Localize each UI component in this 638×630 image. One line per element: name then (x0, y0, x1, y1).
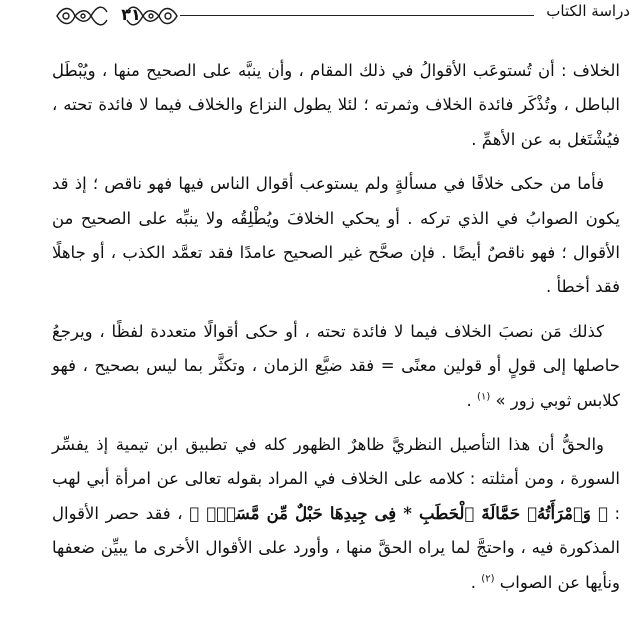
paragraph-4-end: . (470, 572, 477, 592)
footnote-marker-1[interactable]: (١) (477, 391, 491, 403)
paragraph-1-text: الخلاف : أن تُستوعَب الأقوالُ في ذلك المقام ، وأن ينبَّه على الصحيح منها ، ويُبْطَل الباطل ، وتُذْكَر فائدة الخلاف وثمرته ؛ لئلا يطول النزاع والخلاف فيما لا فائدة تحته ، فيُشْتَغل به عن الأهمِّ . (52, 61, 620, 149)
paragraph-3-text: كذلك مَن نصبَ الخلاف فيما لا فائدة تحته ، أو حكى أقوالًا متعددة لفظًا ، ويرجعُ حاصلها إلى قولٍ أو قولين معنًى = فقد ضيَّع الزمان ، وتكثَّر بما ليس بصحيح ، فهو كلابس ثوبي زور » (52, 321, 620, 410)
paragraph-1 (52, 54, 620, 157)
body-text (52, 54, 620, 610)
paragraph-4 (52, 428, 620, 600)
footnote-marker-2[interactable]: (٢) (481, 573, 495, 585)
page-number: ٣١ (121, 5, 141, 24)
paragraph-3 (52, 315, 620, 418)
paragraph-3-end: . (466, 390, 472, 410)
header-divider (180, 15, 534, 16)
quran-verse: ﴿ وَٱمْرَأَتُهُۥ حَمَّالَةَ ٱلْحَطَبِ * فِى جِيدِهَا حَبْلٌ مِّن مَّسَدٍۭ ﴾ (189, 503, 608, 523)
page-header (0, 0, 638, 36)
paragraph-4-rest: ، فقد حصر الأقوال المذكورة فيه ، واحتجَّ لما يراه الحقَّ منها ، وأورد على الأقوال الأخرى ما يبيِّن ضعفها ونأيها عن الصواب (52, 503, 620, 592)
paragraph-4-intro: والحقُّ أن هذا التأصيل النظريَّ ظاهرٌ الظهور كله في تطبيق ابن تيمية إذ يفسِّر السورة ، ومن أمثلته : كلامه على الخلاف في المراد بقوله تعالى عن امرأة أبي لهب : (52, 435, 620, 523)
paragraph-2-text: فأما من حكى خلافًا في مسألةٍ ولم يستوعب أقوال الناس فيها فهو ناقص ؛ إذ قد يكون الصوابُ في الذي تركه . أو يحكي الخلافَ ويُطْلِقُه ولا ينبِّه على الصحيح من الأقوال ؛ فهو ناقصٌ أيضًا . فإن صحَّح غير الصحيح عامدًا فقد تعمَّد الكذب ، أو جاهلًا فقد أخطأ . (52, 174, 620, 297)
paragraph-2 (52, 167, 620, 305)
running-title: دراسة الكتاب (546, 2, 630, 20)
